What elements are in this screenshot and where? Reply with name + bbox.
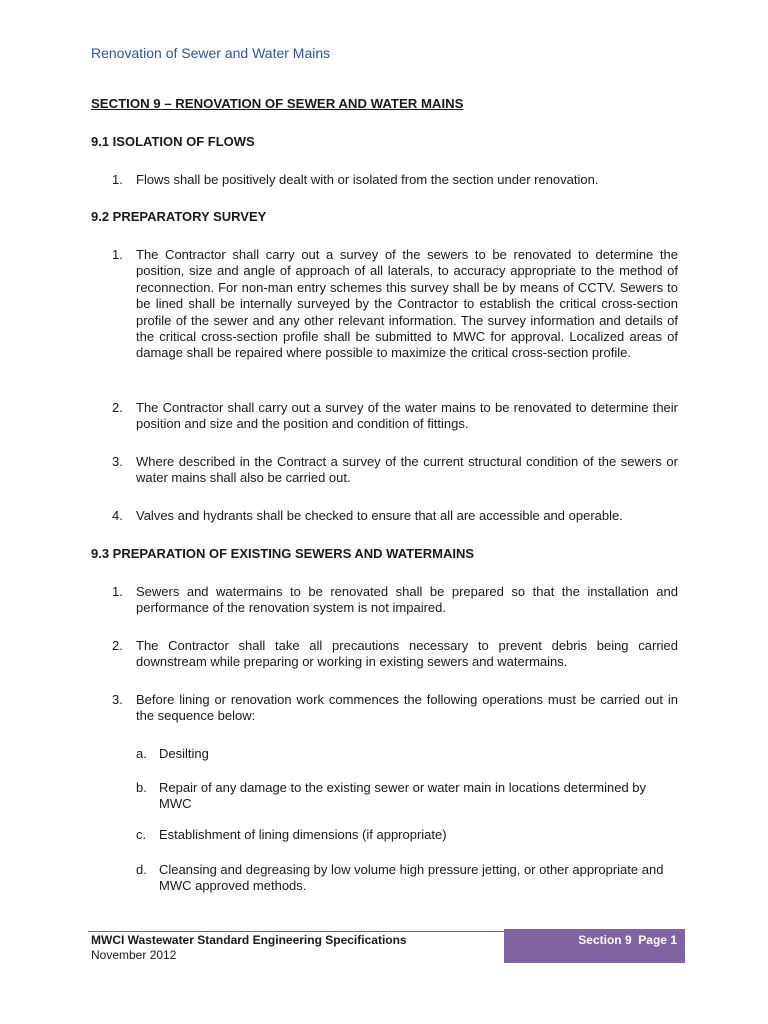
sub-item-letter: b. bbox=[136, 780, 147, 795]
footer-page-box bbox=[504, 929, 685, 963]
item-number: 1. bbox=[112, 247, 123, 262]
item-text: Before lining or renovation work commences the following operations must be carried out in the sequence below: bbox=[136, 692, 678, 724]
subsection-heading-9-2: 9.2 PREPARATORY SURVEY bbox=[91, 209, 267, 224]
item-number: 3. bbox=[112, 454, 123, 469]
item-text: The Contractor shall carry out a survey of the sewers to be renovated to determine the position, size and angle of approach of all laterals, to accuracy appropriate to the method of reconnection. For non-man entry schemes this survey shall be by means of CCTV. Sewers to be lined shall be internally surveyed by the Contractor to establish the critical cross-section profile of the sewer and any other relevant information. The survey information and details of the critical cross-section profile shall be submitted to MWC for approval. Localized areas of damage shall be repaired where possible to maximize the critical cross-section profile. bbox=[136, 247, 678, 361]
sub-item-text: Establishment of lining dimensions (if appropriate) bbox=[159, 827, 447, 842]
item-text: The Contractor shall carry out a survey of the water mains to be renovated to determine their position and size and the position and condition of fittings. bbox=[136, 400, 678, 432]
running-header: Renovation of Sewer and Water Mains bbox=[91, 45, 331, 61]
footer-date: November 2012 bbox=[91, 948, 177, 962]
subsection-heading-9-3: 9.3 PREPARATION OF EXISTING SEWERS AND WATERMAINS bbox=[91, 546, 475, 561]
item-text: Sewers and watermains to be renovated shall be prepared so that the installation and performance of the renovation system is not impaired. bbox=[136, 584, 678, 616]
sub-item-text: Repair of any damage to the existing sewer or water main in locations determined by MWC bbox=[159, 780, 647, 812]
sub-item-letter: a. bbox=[136, 746, 147, 761]
footer-title: MWCI Wastewater Standard Engineering Specifications bbox=[91, 933, 407, 947]
item-number: 4. bbox=[112, 508, 123, 523]
sub-item-letter: c. bbox=[136, 827, 147, 842]
item-number: 2. bbox=[112, 638, 123, 653]
item-text: Where described in the Contract a survey of the current structural condition of the sewers or water mains shall also be carried out. bbox=[136, 454, 678, 486]
sub-item-text: Cleansing and degreasing by low volume high pressure jetting, or other appropriate and MWC approved methods. bbox=[159, 862, 664, 894]
item-number: 1. bbox=[112, 172, 123, 187]
footer-rule bbox=[88, 931, 504, 932]
sub-item-text: Desilting bbox=[159, 746, 209, 761]
item-text: Flows shall be positively dealt with or isolated from the section under renovation. bbox=[136, 172, 599, 187]
section-title: SECTION 9 – RENOVATION OF SEWER AND WATER MAINS bbox=[91, 96, 464, 111]
item-text: The Contractor shall take all precautions necessary to prevent debris being carried downstream while preparing or working in existing sewers and watermains. bbox=[136, 638, 678, 670]
item-text: Valves and hydrants shall be checked to ensure that all are accessible and operable. bbox=[136, 508, 623, 523]
footer-page-label: Section 9 Page 1 bbox=[578, 933, 677, 947]
item-number: 1. bbox=[112, 584, 123, 599]
item-number: 3. bbox=[112, 692, 123, 707]
item-number: 2. bbox=[112, 400, 123, 415]
subsection-heading-9-1: 9.1 ISOLATION OF FLOWS bbox=[91, 134, 255, 149]
sub-item-letter: d. bbox=[136, 862, 147, 877]
